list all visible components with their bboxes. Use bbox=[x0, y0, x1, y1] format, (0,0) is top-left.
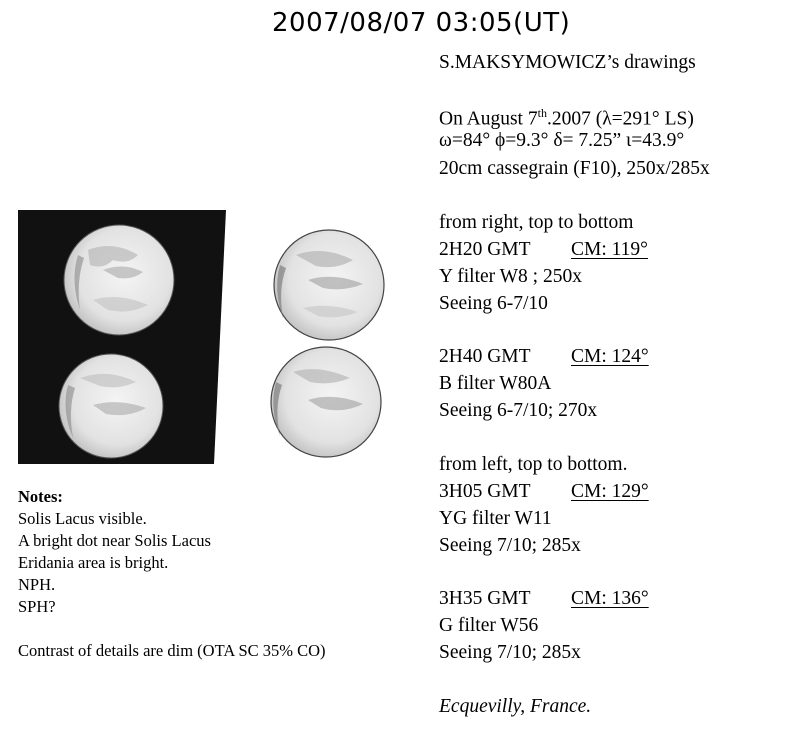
entry-filter: B filter W80A bbox=[439, 373, 552, 394]
observation-params: ω=84° ϕ=9.3° δ= 7.25” ι=43.9° bbox=[439, 130, 685, 151]
entry-filter: G filter W56 bbox=[439, 615, 539, 636]
entry-time: 2H40 GMT bbox=[439, 346, 531, 367]
note-item: NPH. bbox=[18, 575, 56, 594]
location: Ecquevilly, France. bbox=[439, 696, 592, 717]
note-item: Eridania area is bright. bbox=[18, 553, 169, 572]
entry-cm: CM: 136° bbox=[571, 588, 649, 609]
entry-filter: Y filter W8 ; 250x bbox=[439, 266, 582, 287]
entry-cm: CM: 124° bbox=[571, 346, 649, 367]
disk-top-left bbox=[64, 225, 174, 335]
note-item: Solis Lacus visible. bbox=[18, 509, 147, 528]
entry-cm: CM: 119° bbox=[571, 239, 648, 260]
entry-time: 2H20 GMT bbox=[439, 239, 531, 260]
group-heading: from left, top to bottom. bbox=[439, 454, 628, 475]
disk-bottom-left bbox=[59, 354, 163, 458]
group-heading: from right, top to bottom bbox=[439, 212, 634, 233]
note-item: A bright dot near Solis Lacus bbox=[18, 531, 211, 550]
note-item: Contrast of details are dim (OTA SC 35% CO) bbox=[18, 641, 326, 660]
observer-heading: S.MAKSYMOWICZ’s drawings bbox=[439, 52, 696, 73]
mars-drawings bbox=[18, 210, 424, 464]
note-item: SPH? bbox=[18, 597, 56, 616]
notes-heading: Notes bbox=[18, 487, 58, 506]
disk-top-right bbox=[274, 230, 384, 340]
observation-date: On August 7th.2007 (λ=291° LS) bbox=[439, 106, 694, 130]
entry-time: 3H05 GMT bbox=[439, 481, 531, 502]
entry-seeing: Seeing 6-7/10 bbox=[439, 293, 548, 314]
note-spacer bbox=[18, 618, 326, 640]
entry-time: 3H35 GMT bbox=[439, 588, 531, 609]
entry-seeing: Seeing 7/10; 285x bbox=[439, 535, 581, 556]
entry-filter: YG filter W11 bbox=[439, 508, 552, 529]
disk-bottom-right bbox=[271, 347, 381, 457]
entry-seeing: Seeing 6-7/10; 270x bbox=[439, 400, 598, 421]
entry-seeing: Seeing 7/10; 285x bbox=[439, 642, 581, 663]
page-title: 2007/08/07 03:05(UT) bbox=[272, 8, 571, 38]
entry-cm: CM: 129° bbox=[571, 481, 649, 502]
notes-section: Notes: Solis Lacus visible. A bright dot near Solis Lacus Eridania area is bright. NPH. SPH? Contrast of details are dim (OTA SC 35% CO) bbox=[18, 487, 326, 660]
telescope-info: 20cm cassegrain (F10), 250x/285x bbox=[439, 158, 710, 179]
